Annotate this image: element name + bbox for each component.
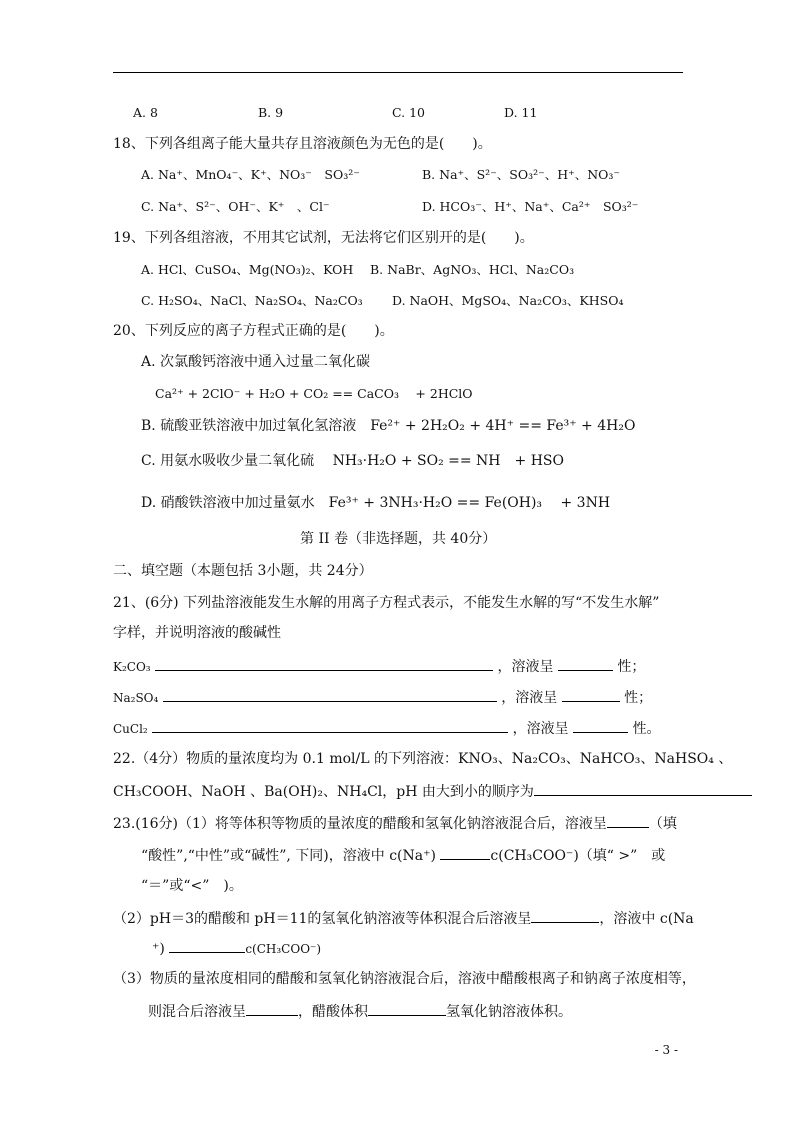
q20-option-c: C. 用氨水吸收少量二氧化硫 NH₃·H₂O + SO₂ == NH + HSO xyxy=(141,453,564,469)
q21-na2so4-equation-blank[interactable] xyxy=(163,687,497,702)
q23-p3-volume-blank[interactable] xyxy=(368,1001,446,1016)
q21-na2so4-acidity-blank[interactable] xyxy=(562,687,620,702)
q23-part3-tail: 氢氧化钠溶液体积。 xyxy=(446,1004,572,1020)
q18-option-a: A. Na⁺、MnO₄⁻、K⁺、NO₃⁻ SO₃²⁻ xyxy=(141,167,360,182)
q23-part2-text: （2）pH＝3的醋酸和 pH＝11的氢氧化钠溶液等体积混合后溶液呈 xyxy=(113,911,532,927)
q18-option-c: C. Na⁺、S²⁻、OH⁻、K⁺ 、Cl⁻ xyxy=(141,199,330,214)
q18-stem: 18、下列各组离子能大量共存且溶液颜色为无色的是( )。 xyxy=(113,136,492,152)
q21-cucl2-equation-blank[interactable] xyxy=(152,718,508,733)
q20-option-d: D. 硝酸铁溶液中加过量氨水 Fe³⁺ + 3NH₃·H₂O == Fe(OH)₃ + 3NH xyxy=(141,495,611,511)
q23-part3-line2 xyxy=(148,1001,572,1021)
q21-cucl2-acidity-blank[interactable] xyxy=(573,718,628,733)
q21-k2co3-equation-blank[interactable] xyxy=(155,656,493,671)
q21-row-cucl2 xyxy=(113,718,661,738)
q17-option-c: C. 10 xyxy=(392,105,425,120)
q21-na2so4-tail: 性； xyxy=(624,690,653,706)
section-title: 第 II 卷（非选择题，共 40分） xyxy=(300,531,497,547)
q23-p2-solution-blank[interactable] xyxy=(531,908,599,923)
q22-line2-text: CH₃COOH、NaOH 、Ba(OH)₂、NH₄Cl，pH 由大到小的顺序为 xyxy=(113,784,534,800)
page-number: - 3 - xyxy=(654,1043,678,1057)
q21-k2co3-acidity-blank[interactable] xyxy=(558,656,613,671)
q23-part3-text: 则混合后溶液呈 xyxy=(148,1004,246,1020)
q19-option-a: A. HCl、CuSO₄、Mg(NO₃)₂、KOH xyxy=(141,262,354,277)
q23-p1-solution-blank[interactable] xyxy=(607,813,649,828)
q23-part2-line1 xyxy=(113,908,694,928)
q21-stem-line1: 21、(6分) 下列盐溶液能发生水解的用离子方程式表示，不能发生水解的写“不发生水解” xyxy=(113,595,660,611)
q23-part2-tail: ，溶液中 c(Na xyxy=(599,911,694,927)
q23-p2-compare-blank[interactable] xyxy=(169,938,245,953)
q23-part3-mid: ，醋酸体积 xyxy=(298,1004,368,1020)
q19-option-c: C. H₂SO₄、NaCl、Na₂SO₄、Na₂CO₃ xyxy=(141,293,363,308)
q21-k2co3-tail: 性； xyxy=(617,659,646,675)
q22-line2 xyxy=(113,781,752,801)
q23-p1-compare-blank[interactable] xyxy=(440,845,490,860)
q23-line1 xyxy=(113,813,677,833)
q21-stem-line2: 字样，并说明溶液的酸碱性 xyxy=(113,625,281,641)
q23-line1-text: 23.(16分)（1）将等体积等物质的量浓度的醋酸和氢氧化钠溶液混合后，溶液呈 xyxy=(113,816,607,832)
q21-cucl2-label: CuCl₂ xyxy=(113,722,148,736)
q19-stem: 19、下列各组溶液，不用其它试剂，无法将它们区别开的是( )。 xyxy=(113,230,534,246)
q23-line2-text: “酸性”,“中性”或“碱性”, 下同)，溶液中 c(Na⁺) xyxy=(141,848,436,864)
q23-part2-na-sup: ⁺) xyxy=(152,941,165,957)
q21-row-na2so4 xyxy=(113,687,652,707)
q21-row-k2co3 xyxy=(113,656,645,676)
q19-option-b: B. NaBr、AgNO₃、HCl、Na₂CO₃ xyxy=(370,262,575,277)
q20-option-a: A. 次氯酸钙溶液中通入过量二氧化碳 xyxy=(141,354,371,370)
q21-cucl2-tail: 性。 xyxy=(632,721,661,737)
q22-line1: 22.（4分）物质的量浓度均为 0.1 mol/L 的下列溶液：KNO₃、Na₂CO₃、NaHCO₃、NaHSO₄ 、 xyxy=(113,751,733,767)
part-heading: 二、填空题（本题包括 3小题，共 24分） xyxy=(113,563,373,579)
q23-part2-acetate: c(CH₃COO⁻) xyxy=(245,942,322,956)
q23-line3: “＝”或“<” )。 xyxy=(141,878,243,894)
q23-p3-solution-blank[interactable] xyxy=(246,1001,298,1016)
q23-line2 xyxy=(141,845,665,865)
q23-part3-line1: （3）物质的量浓度相同的醋酸和氢氧化钠溶液混合后，溶液中醋酸根离子和钠离子浓度相等， xyxy=(113,971,696,987)
q23-line2-tail: c(CH₃COO⁻)（填“ >” 或 xyxy=(490,848,666,864)
q20-stem: 20、下列反应的离子方程式正确的是( )。 xyxy=(113,323,394,339)
q17-option-b: B. 9 xyxy=(258,105,284,120)
q23-line1-tail: （填 xyxy=(648,816,677,832)
q17-option-a: A. 8 xyxy=(133,105,158,120)
q22-order-blank[interactable] xyxy=(534,781,752,796)
header-rule xyxy=(113,72,683,73)
q21-k2co3-label: K₂CO₃ xyxy=(113,660,151,674)
q19-option-d: D. NaOH、MgSO₄、Na₂CO₃、KHSO₄ xyxy=(392,293,624,308)
q23-part2-line2 xyxy=(152,938,321,958)
q18-option-b: B. Na⁺、S²⁻、SO₃²⁻、H⁺、NO₃⁻ xyxy=(422,167,621,182)
q21-k2co3-sep: ，溶液呈 xyxy=(497,659,554,675)
q20-option-b: B. 硫酸亚铁溶液中加过氧化氢溶液 Fe²⁺ + 2H₂O₂ + 4H⁺ == Fe³⁺ + 4H₂O xyxy=(141,418,636,434)
q21-na2so4-sep: ，溶液呈 xyxy=(501,690,558,706)
q21-na2so4-label: Na₂SO₄ xyxy=(113,691,159,705)
q17-option-d: D. 11 xyxy=(504,105,538,120)
q18-option-d: D. HCO₃⁻、H⁺、Na⁺、Ca²⁺ SO₃²⁻ xyxy=(422,199,639,214)
q20-option-a-equation: Ca²⁺ + 2ClO⁻ + H₂O + CO₂ == CaCO₃ + 2HClO xyxy=(155,386,473,401)
q21-cucl2-sep: ，溶液呈 xyxy=(512,721,569,737)
